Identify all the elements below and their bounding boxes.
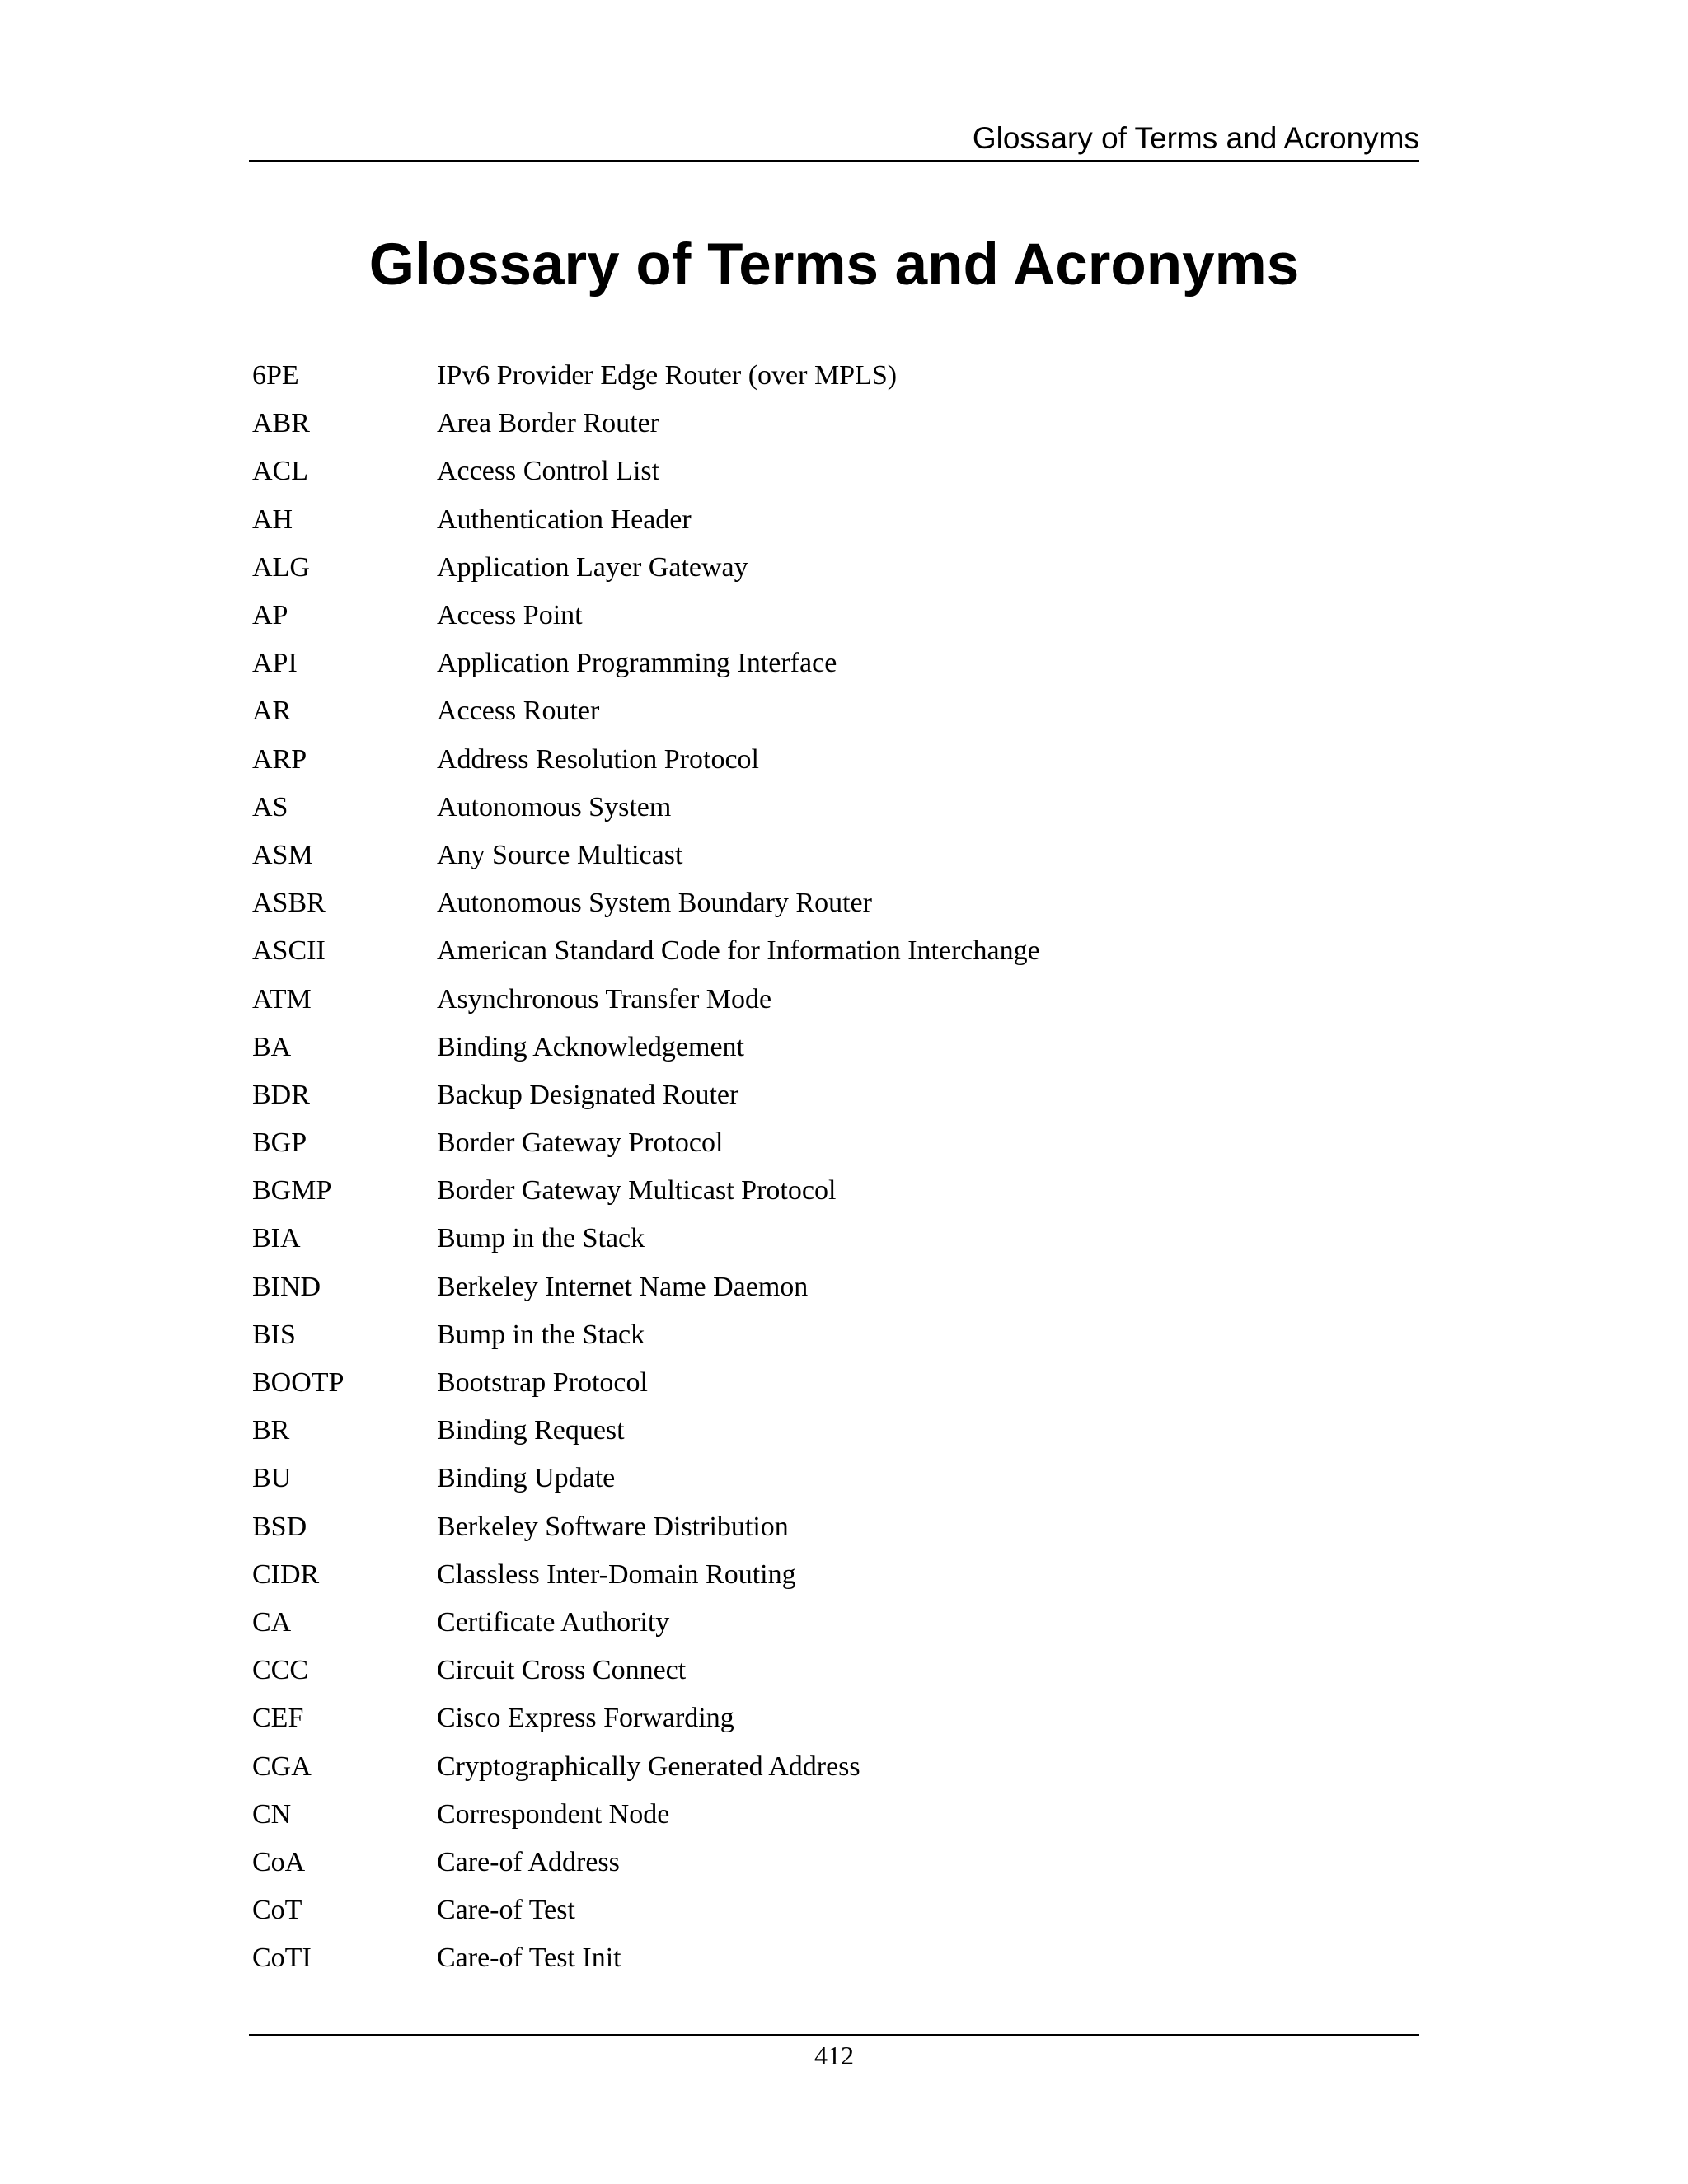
glossary-acronym: ALG xyxy=(252,551,310,583)
glossary-entry xyxy=(252,1647,1419,1694)
glossary-acronym: BGMP xyxy=(252,1175,332,1207)
glossary-definition: Care-of Address xyxy=(437,1846,620,1877)
glossary-entry xyxy=(252,927,1419,975)
glossary-entry xyxy=(252,1742,1419,1790)
glossary-acronym: AH xyxy=(252,504,293,535)
glossary-entry xyxy=(252,1311,1419,1359)
glossary-acronym: AP xyxy=(252,600,288,631)
glossary-entry xyxy=(252,1215,1419,1263)
glossary-entry xyxy=(252,1071,1419,1119)
glossary-acronym: CN xyxy=(252,1798,292,1830)
glossary-acronym: CoT xyxy=(252,1895,302,1926)
glossary-entry xyxy=(252,1455,1419,1502)
glossary-entry xyxy=(252,1359,1419,1407)
glossary-entry xyxy=(252,832,1419,879)
glossary-definition: Border Gateway Protocol xyxy=(437,1127,724,1159)
glossary-definition: Autonomous System xyxy=(437,791,672,823)
glossary-definition: Cryptographically Generated Address xyxy=(437,1750,860,1782)
header-divider xyxy=(249,160,1419,162)
glossary-acronym: AS xyxy=(252,791,288,823)
glossary-entry xyxy=(252,1551,1419,1599)
glossary-definition: Bump in the Stack xyxy=(437,1223,645,1254)
glossary-definition: Border Gateway Multicast Protocol xyxy=(437,1175,837,1207)
glossary-definition: Binding Update xyxy=(437,1463,616,1494)
glossary-definition: Area Border Router xyxy=(437,408,660,439)
glossary-entry xyxy=(252,448,1419,495)
glossary-acronym: CIDR xyxy=(252,1558,320,1590)
glossary-entry xyxy=(252,1503,1419,1551)
glossary-definition: Classless Inter-Domain Routing xyxy=(437,1558,796,1590)
glossary-entry xyxy=(252,736,1419,784)
glossary-acronym: BGP xyxy=(252,1127,307,1159)
running-header: Glossary of Terms and Acronyms xyxy=(972,121,1419,155)
glossary-entry xyxy=(252,1263,1419,1311)
glossary-acronym: ARP xyxy=(252,743,307,775)
glossary-definition: IPv6 Provider Edge Router (over MPLS) xyxy=(437,360,898,391)
glossary-acronym: ASBR xyxy=(252,888,326,919)
glossary-acronym: CEF xyxy=(252,1703,304,1734)
glossary-definition: Berkeley Internet Name Daemon xyxy=(437,1271,809,1302)
glossary-entry xyxy=(252,1886,1419,1934)
glossary-definition: Berkeley Software Distribution xyxy=(437,1511,789,1542)
glossary-acronym: CA xyxy=(252,1606,292,1638)
glossary-entry xyxy=(252,592,1419,640)
glossary-acronym: AR xyxy=(252,696,292,727)
glossary-definition: Circuit Cross Connect xyxy=(437,1655,687,1686)
glossary-entry xyxy=(252,879,1419,927)
glossary-entry xyxy=(252,784,1419,832)
glossary-definition: Cisco Express Forwarding xyxy=(437,1703,734,1734)
glossary-entry xyxy=(252,1024,1419,1071)
glossary-definition: Any Source Multicast xyxy=(437,839,683,870)
glossary-acronym: ASCII xyxy=(252,935,326,967)
glossary-entry xyxy=(252,400,1419,448)
glossary-entry xyxy=(252,975,1419,1023)
glossary-entry xyxy=(252,1934,1419,1982)
glossary-definition: Bootstrap Protocol xyxy=(437,1367,648,1399)
glossary-entry xyxy=(252,496,1419,544)
glossary-entry xyxy=(252,352,1419,400)
glossary-entry xyxy=(252,1167,1419,1215)
glossary-acronym: BIA xyxy=(252,1223,301,1254)
glossary-entry xyxy=(252,1839,1419,1886)
glossary-acronym: CCC xyxy=(252,1655,309,1686)
glossary-entry xyxy=(252,544,1419,592)
glossary-entry xyxy=(252,1119,1419,1167)
glossary-acronym: CoA xyxy=(252,1846,306,1877)
footer-divider xyxy=(249,2034,1419,2036)
glossary-definition: Application Programming Interface xyxy=(437,648,837,679)
glossary-definition: Address Resolution Protocol xyxy=(437,743,759,775)
glossary-definition: Application Layer Gateway xyxy=(437,551,748,583)
glossary-definition: Care-of Test xyxy=(437,1895,575,1926)
glossary-acronym: BIS xyxy=(252,1319,296,1350)
glossary-definition: Backup Designated Router xyxy=(437,1079,739,1110)
glossary-acronym: BA xyxy=(252,1031,292,1062)
glossary-definition: American Standard Code for Information Interchange xyxy=(437,935,1040,967)
glossary-acronym: ACL xyxy=(252,456,308,487)
glossary-acronym: BOOTP xyxy=(252,1367,345,1399)
glossary-acronym: ASM xyxy=(252,839,313,870)
glossary-definition: Binding Request xyxy=(437,1415,625,1446)
glossary-definition: Access Control List xyxy=(437,456,660,487)
glossary-entry xyxy=(252,1599,1419,1647)
glossary-entry xyxy=(252,1791,1419,1839)
glossary-definition: Autonomous System Boundary Router xyxy=(437,888,872,919)
glossary-entry xyxy=(252,1407,1419,1455)
glossary-definition: Binding Acknowledgement xyxy=(437,1031,745,1062)
glossary-acronym: BU xyxy=(252,1463,292,1494)
glossary-entry xyxy=(252,640,1419,687)
glossary-acronym: ABR xyxy=(252,408,310,439)
glossary-definition: Access Point xyxy=(437,600,583,631)
glossary-definition: Bump in the Stack xyxy=(437,1319,645,1350)
glossary-acronym: BDR xyxy=(252,1079,310,1110)
page-title: Glossary of Terms and Acronyms xyxy=(368,232,1300,298)
glossary-acronym: 6PE xyxy=(252,360,299,391)
glossary-entry xyxy=(252,1694,1419,1742)
glossary-definition: Certificate Authority xyxy=(437,1606,670,1638)
glossary-acronym: BR xyxy=(252,1415,290,1446)
glossary-definition: Access Router xyxy=(437,696,600,727)
glossary-definition: Authentication Header xyxy=(437,504,692,535)
glossary-acronym: BSD xyxy=(252,1511,307,1542)
glossary-acronym: API xyxy=(252,648,298,679)
glossary-definition: Asynchronous Transfer Mode xyxy=(437,983,772,1015)
glossary-acronym: BIND xyxy=(252,1271,321,1302)
glossary-definition: Care-of Test Init xyxy=(437,1943,621,1974)
page-number: 412 xyxy=(814,2041,854,2070)
glossary-acronym: CGA xyxy=(252,1750,312,1782)
glossary-list xyxy=(252,352,1419,1982)
glossary-acronym: CoTI xyxy=(252,1943,312,1974)
glossary-acronym: ATM xyxy=(252,983,312,1015)
glossary-definition: Correspondent Node xyxy=(437,1798,670,1830)
glossary-entry xyxy=(252,687,1419,735)
